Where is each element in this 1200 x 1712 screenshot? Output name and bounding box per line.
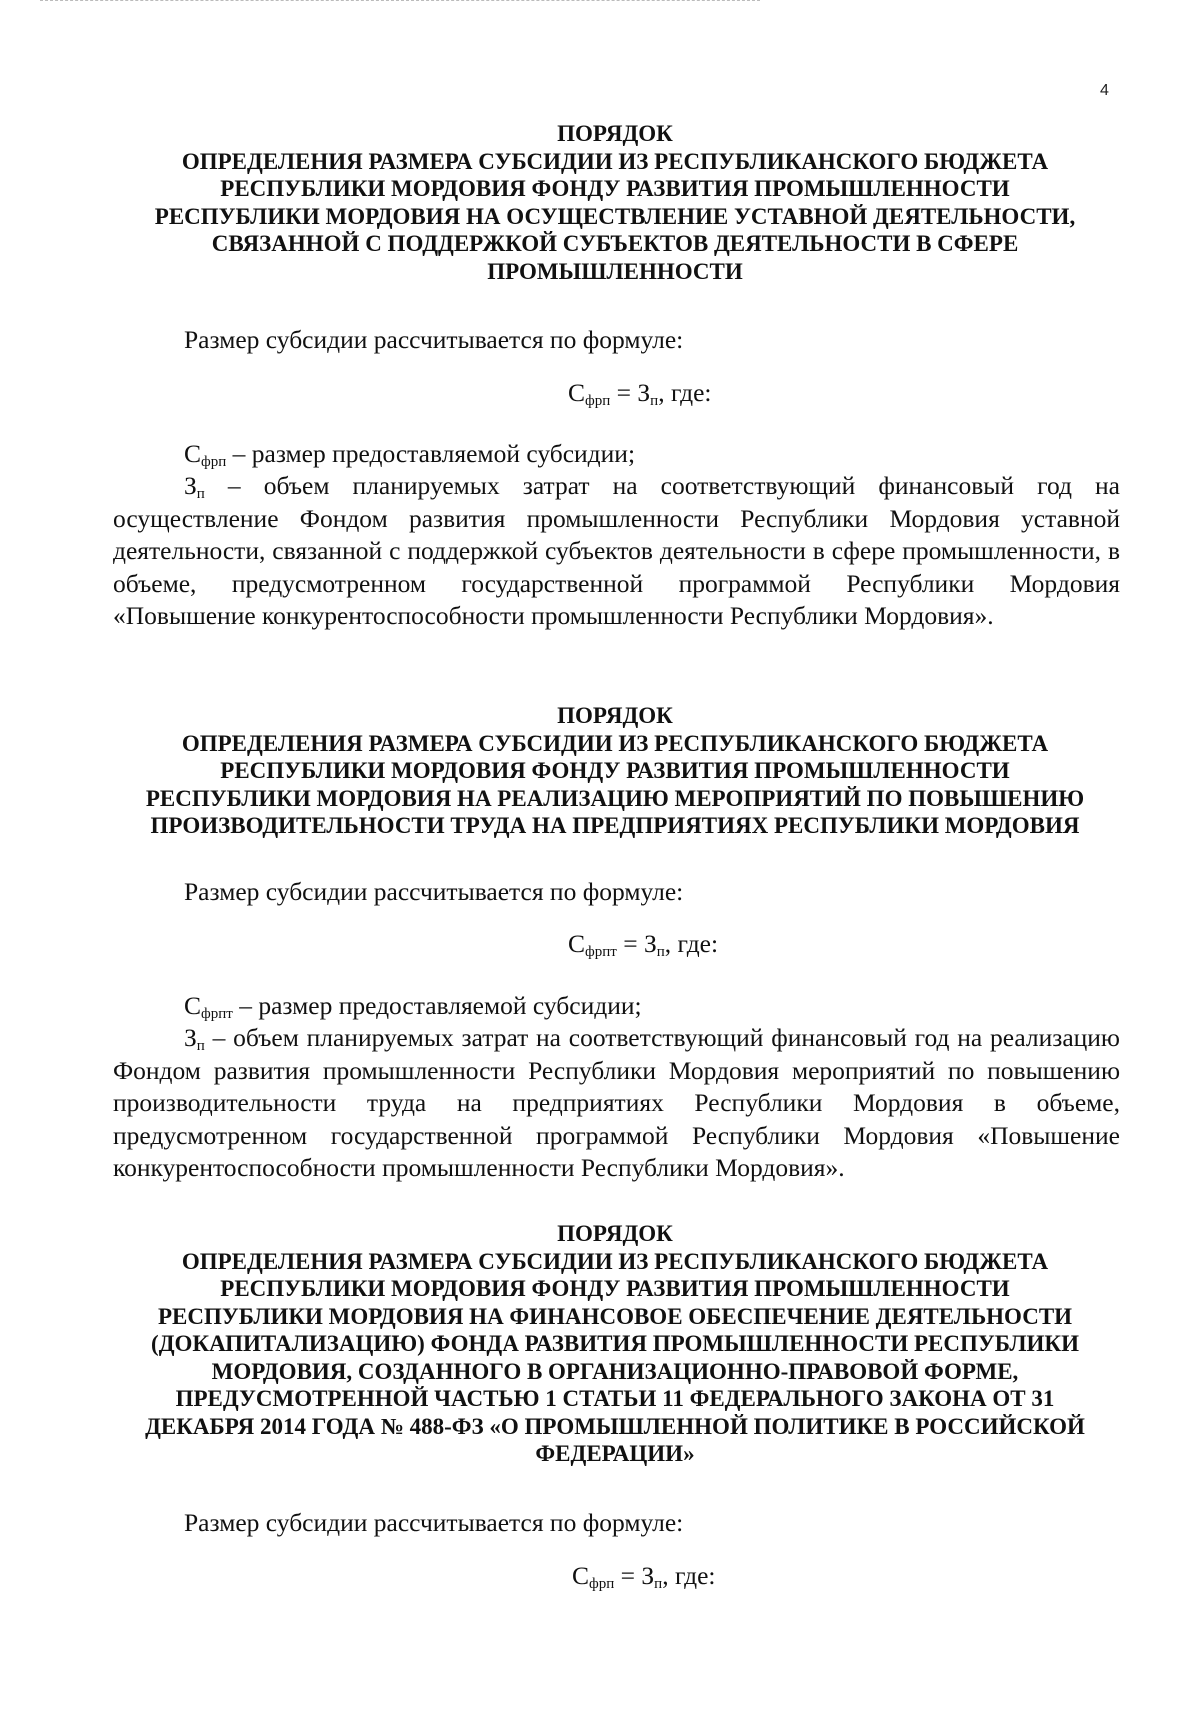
formula-tail: , где: [658, 378, 712, 407]
formula-rhs-subscript: п [650, 393, 659, 409]
formula-lhs: С [572, 1561, 590, 1590]
section-3-heading-line: РЕСПУБЛИКИ МОРДОВИЯ НА ФИНАНСОВОЕ ОБЕСПЕЧЕНИЕ ДЕЯТЕЛЬНОСТИ [157, 1303, 1073, 1329]
formula-rhs-subscript: п [654, 1576, 663, 1592]
def-symbol: С [184, 991, 202, 1020]
section-2-heading [110, 702, 1120, 840]
def-subscript: фрп [201, 454, 227, 470]
section-3-heading-line: ФЕДЕРАЦИИ» [535, 1441, 695, 1466]
section-3-heading-line: МОРДОВИЯ, СОЗДАННОГО В ОРГАНИЗАЦИОННО-ПРАВОВОЙ ФОРМЕ, [211, 1358, 1019, 1384]
section-2-definition-1 [113, 990, 1120, 1023]
formula-equals: = З [610, 378, 651, 407]
def-text: – размер предоставляемой субсидии; [232, 991, 642, 1020]
section-2-heading-line: ПРОИЗВОДИТЕЛЬНОСТИ ТРУДА НА ПРЕДПРИЯТИЯХ РЕСПУБЛИКИ МОРДОВИЯ [150, 813, 1080, 838]
section-2-heading-line: РЕСПУБЛИКИ МОРДОВИЯ НА РЕАЛИЗАЦИЮ МЕРОПРИЯТИЙ ПО ПОВЫШЕНИЮ [145, 785, 1085, 811]
def-subscript: п [196, 486, 205, 502]
top-border-line [40, 0, 760, 1]
section-1-intro: Размер субсидии рассчитывается по формуле: [184, 325, 684, 354]
def-subscript: фрпт [201, 1006, 233, 1022]
section-2-definition-2 [113, 1022, 1120, 1185]
formula-lhs-subscript: фрпт [585, 944, 617, 960]
section-3-title: ПОРЯДОК [557, 1221, 673, 1246]
section-2-heading-line: ОПРЕДЕЛЕНИЯ РАЗМЕРА СУБСИДИИ ИЗ РЕСПУБЛИКАНСКОГО БЮДЖЕТА [181, 730, 1049, 756]
formula-lhs: С [568, 929, 586, 958]
formula-tail: , где: [664, 929, 719, 958]
section-3-heading-line: ДЕКАБРЯ 2014 ГОДА № 488-ФЗ «О ПРОМЫШЛЕННОЙ ПОЛИТИКЕ В РОССИЙСКОЙ [145, 1413, 1085, 1439]
section-1-heading [110, 120, 1120, 285]
section-3-heading-line: РЕСПУБЛИКИ МОРДОВИЯ ФОНДУ РАЗВИТИЯ ПРОМЫШЛЕННОСТИ [220, 1276, 1010, 1301]
section-1-title: ПОРЯДОК [557, 121, 673, 146]
section-1-heading-line: ОПРЕДЕЛЕНИЯ РАЗМЕРА СУБСИДИИ ИЗ РЕСПУБЛИКАНСКОГО БЮДЖЕТА [181, 148, 1049, 174]
section-1-definition-1 [113, 438, 1120, 471]
section-1-heading-line: РЕСПУБЛИКИ МОРДОВИЯ НА ОСУЩЕСТВЛЕНИЕ УСТАВНОЙ ДЕЯТЕЛЬНОСТИ, [154, 203, 1076, 229]
section-3-heading-line: (ДОКАПИТАЛИЗАЦИЮ) ФОНДА РАЗВИТИЯ ПРОМЫШЛЕННОСТИ РЕСПУБЛИКИ [151, 1331, 1079, 1356]
formula-tail: , где: [662, 1561, 716, 1590]
def-symbol: С [184, 439, 202, 468]
formula-rhs-subscript: п [656, 944, 665, 960]
def-symbol: З [184, 1023, 197, 1052]
formula-lhs-subscript: фрп [585, 393, 611, 409]
def-text: – объем планируемых затрат на соответствующий финансовый год на осуществление Фондом развития промышленности Республики Мордовия уставной деятельности, связанной с поддержкой субъектов деятельности в сфере промышленности, в объеме, предусмотренном государственной программой Республики Мордовия «Повышение конкурентоспособности промышленности Республики Мордовия». [113, 471, 1120, 630]
section-3-heading-line: ОПРЕДЕЛЕНИЯ РАЗМЕРА СУБСИДИИ ИЗ РЕСПУБЛИКАНСКОГО БЮДЖЕТА [181, 1248, 1049, 1274]
def-text: – размер предоставляемой субсидии; [226, 439, 636, 468]
section-3-heading [110, 1220, 1120, 1468]
section-2-title: ПОРЯДОК [557, 703, 673, 728]
section-3-formula [572, 1560, 716, 1592]
section-3-heading-line: ПРЕДУСМОТРЕННОЙ ЧАСТЬЮ 1 СТАТЬИ 11 ФЕДЕРАЛЬНОГО ЗАКОНА ОТ 31 [175, 1386, 1055, 1411]
section-1-heading-line: СВЯЗАННОЙ С ПОДДЕРЖКОЙ СУБЪЕКТОВ ДЕЯТЕЛЬНОСТИ В СФЕРЕ [211, 231, 1019, 256]
def-text: – объем планируемых затрат на соответствующий финансовый год на реализацию Фондом развития промышленности Республики Мордовия мероприятий по повышению производительности труда на предприятиях Республики Мордовия в объеме, предусмотренном государственной программой Республики Мордовия «Повышение конкурентоспособности промышленности Республики Мордовия». [113, 1023, 1120, 1182]
formula-lhs: С [568, 378, 586, 407]
section-1-heading-line: РЕСПУБЛИКИ МОРДОВИЯ ФОНДУ РАЗВИТИЯ ПРОМЫШЛЕННОСТИ [220, 176, 1010, 201]
formula-lhs-subscript: фрп [589, 1576, 615, 1592]
section-2-heading-line: РЕСПУБЛИКИ МОРДОВИЯ ФОНДУ РАЗВИТИЯ ПРОМЫШЛЕННОСТИ [220, 758, 1010, 783]
section-1-heading-line: ПРОМЫШЛЕННОСТИ [487, 258, 743, 284]
formula-equals: = З [616, 929, 657, 958]
section-1-definition-2 [113, 470, 1120, 633]
section-3-intro: Размер субсидии рассчитывается по формуле: [184, 1508, 684, 1537]
def-subscript: п [196, 1038, 205, 1054]
section-2-intro: Размер субсидии рассчитывается по формуле: [184, 877, 684, 906]
def-symbol: З [184, 471, 197, 500]
section-2-formula [568, 928, 718, 960]
formula-equals: = З [614, 1561, 655, 1590]
section-1-formula [568, 377, 712, 409]
page-number: 4 [1100, 82, 1109, 99]
